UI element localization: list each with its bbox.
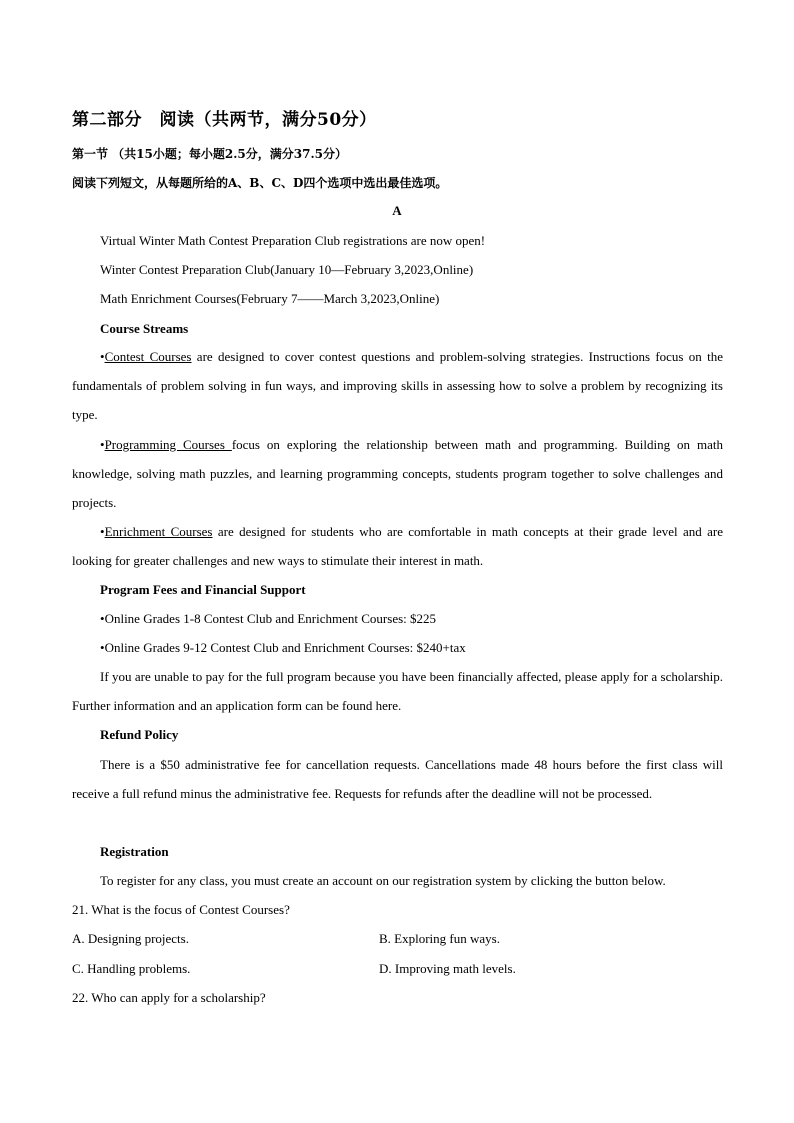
option-c: C. Handling problems. <box>72 961 191 976</box>
option-b: B. Exploring fun ways. <box>379 931 500 946</box>
stream-name: Contest Courses <box>104 349 192 364</box>
stream-text: are designed for students who are comfortable in math concepts at their grade level and are looking for greater challenges and new ways to stimulate their interest in math. <box>72 524 723 569</box>
option-d: D. Improving math levels. <box>379 961 516 976</box>
fees-heading: Program Fees and Financial Support <box>100 582 306 597</box>
streams-heading: Course Streams <box>100 320 189 336</box>
stream-name: Enrichment Courses <box>104 524 213 539</box>
stream-programming <box>72 430 723 518</box>
section-instruction: 阅读下列短文，从每题所给的A、B、C、D四个选项中选出最佳选项。 <box>72 176 448 190</box>
passage-intro <box>72 226 723 343</box>
stream-text: focus on exploring the relationship between math and programming. Building on math knowledge, solving math puzzles, and learning programming concepts, students program together to solve challenges and projects. <box>72 437 723 511</box>
stream-enrichment <box>72 517 723 575</box>
bullet: • <box>100 437 105 452</box>
passage-letter: A <box>392 203 402 218</box>
section-title: 第二部分 阅读（共两节，满分50分） <box>72 110 377 130</box>
question-22-stem: 22. Who can apply for a scholarship? <box>72 990 266 1005</box>
intro-line: Virtual Winter Math Contest Preparation Club registrations are now open! <box>100 233 486 248</box>
stream-name: Programming Courses <box>104 437 232 452</box>
question-21-stem: 21. What is the focus of Contest Courses? <box>72 902 290 917</box>
intro-line: Winter Contest Preparation Club(January 10—February 3,2023,Online) <box>100 262 474 278</box>
refund-text: There is a $50 administrative fee for cancellation requests. Cancellations made 48 hours before the first class will receive a full refund minus the administrative fee. Requests for refunds after the deadline will not be processed. <box>72 757 723 802</box>
stream-text: are designed to cover contest questions and problem-solving strategies. Instructions focus on the fundamentals of problem solving in fun ways, and improving skills in assessing how to solve a problem by recognizing its type. <box>72 349 723 423</box>
fees-section <box>72 575 723 663</box>
intro-line: Math Enrichment Courses(February 7——March 3,2023,Online) <box>100 291 440 307</box>
registration-heading: Registration <box>100 844 169 859</box>
option-a: A. Designing projects. <box>72 931 189 946</box>
registration-text: To register for any class, you must create an account on our registration system by clicking the button below. <box>100 873 666 888</box>
refund-heading: Refund Policy <box>100 727 179 742</box>
fees-note: If you are unable to pay for the full program because you have been financially affected, please apply for a scholarship. Further information and an application form can be found here. <box>72 669 723 714</box>
fee-line: •Online Grades 1-8 Contest Club and Enrichment Courses: $225 <box>100 611 437 627</box>
bullet: • <box>100 349 105 364</box>
bullet: • <box>100 524 105 539</box>
section-subtitle: 第一节 （共15小题；每小题2.5分，满分37.5分） <box>72 147 347 161</box>
fee-line: •Online Grades 9-12 Contest Club and Enrichment Courses: $240+tax <box>100 640 466 656</box>
stream-contest <box>72 342 723 430</box>
